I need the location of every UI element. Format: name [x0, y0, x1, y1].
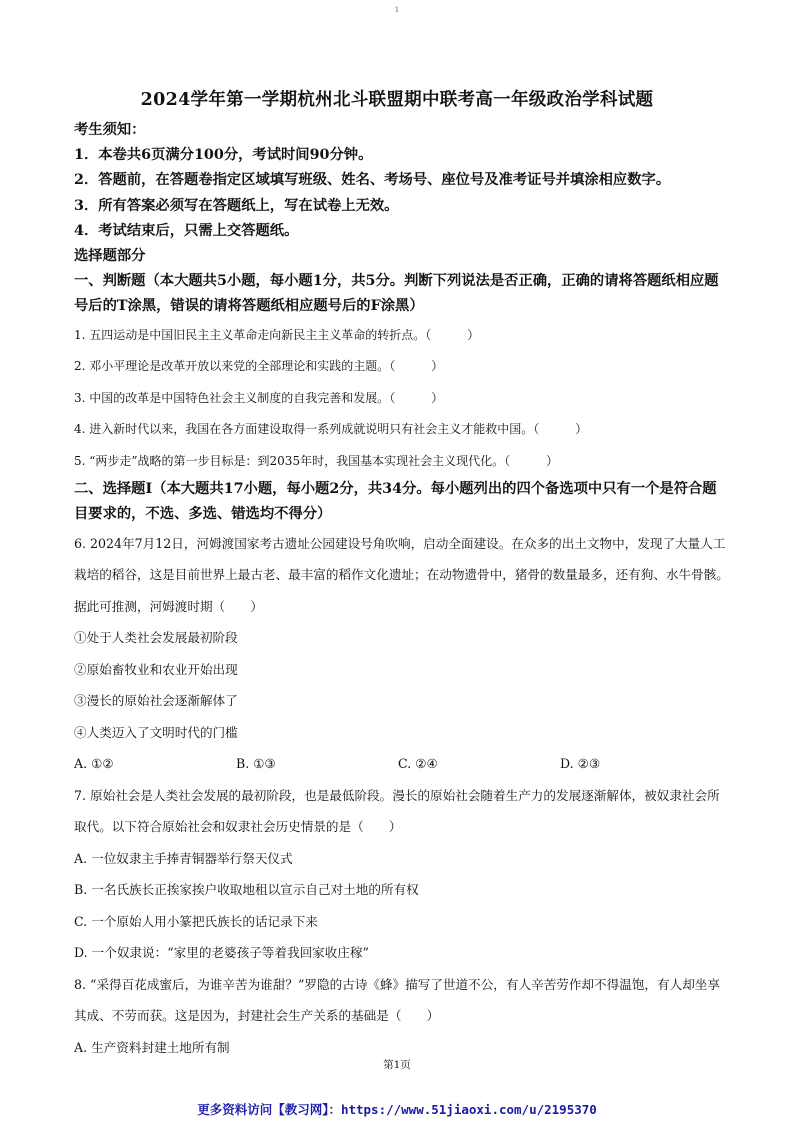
option-a: A. 一位奴隶主手捧青铜器举行祭天仪式: [74, 850, 293, 866]
option-c: C. ②④: [398, 756, 438, 772]
judge-question-3: 3. 中国的改革是中国特色社会主义制度的自我完善和发展。（ ）: [74, 390, 444, 405]
page-title: 2024学年第一学期杭州北斗联盟期中联考高一年级政治学科试题: [140, 90, 654, 110]
judge-question-2: 2. 邓小平理论是改革开放以来党的全部理论和实践的主题。（ ）: [74, 359, 444, 374]
notice-heading: 考生须知：: [74, 122, 146, 138]
question-8-stem: 8. “采得百花成蜜后，为谁辛苦为谁甜？”罗隐的古诗《蜂》描写了世道不公，有人辛苦劳作却不得温饱，有人却坐享其成、不劳而获。这是因为，封建社会生产关系的基础是（ ）: [74, 976, 720, 1024]
option-a: A. ①②: [74, 756, 114, 772]
judge-question-1: 1. 五四运动是中国旧民主主义革命走向新民主主义革命的转折点。（ ）: [74, 327, 480, 342]
question-6-item: ③漫长的原始社会逐渐解体了: [74, 693, 238, 709]
part2-heading: 二、选择题Ⅰ（本大题共17小题，每小题2分，共34分。每小题列出的四个备选项中只有一个是符合题目要求的，不选、多选、错选均不得分）: [74, 481, 717, 523]
exam-content: [74, 118, 730, 1063]
judge-question-5: 5. “两步走”战略的第一步目标是：到2035年时，我国基本实现社会主义现代化。（ ）: [74, 453, 559, 468]
question-6-stem: 6. 2024年7月12日，河姆渡国家考古遗址公园建设号角吹响，启动全面建设。在众多的出土文物中，发现了大量人工栽培的稻谷，这是目前世界上最古老、最丰富的稻作文化遗址；在动物遗骨中，猪骨的数量最多，还有狗、水牛骨骸。据此可推测，河姆渡时期（ ）: [74, 535, 729, 614]
question-6-item: ①处于人类社会发展最初阶段: [74, 630, 238, 646]
option-d: D. 一个奴隶说：“家里的老婆孩子等着我回家收庄稼”: [74, 945, 369, 961]
option-c: C. 一个原始人用小篆把氏族长的话记录下来: [74, 913, 318, 929]
question-7-stem: 7. 原始社会是人类社会发展的最初阶段，也是最低阶段。漫长的原始社会随着生产力的发展逐渐解体，被奴隶社会所取代。以下符合原始社会和奴隶社会历史情景的是（ ）: [74, 787, 720, 835]
part1-heading: 一、判断题（本大题共5小题，每小题1分，共5分。判断下列说法是否正确，正确的请将答题纸相应题号后的T涂黑，错误的请将答题纸相应题号后的F涂黑）: [74, 273, 719, 315]
question-6-item: ②原始畜牧业和农业开始出现: [74, 661, 238, 677]
notice-item: 4．考试结束后，只需上交答题纸。: [74, 222, 299, 239]
option-d: D. ②③: [560, 756, 601, 772]
page-number: 第1页: [383, 1059, 411, 1071]
notice-item: 2．答题前，在答题卷指定区域填写班级、姓名、考场号、座位号及准考证号并填涂相应数字。: [74, 172, 671, 189]
question-6-item: ④人类迈入了文明时代的门槛: [74, 724, 238, 740]
header-mark: 1: [394, 6, 400, 14]
notice-item: 1．本卷共6页满分100分，考试时间90分钟。: [74, 147, 373, 164]
option-b: B. 一名氏族长正挨家挨户收取地租以宣示自己对土地的所有权: [74, 882, 419, 898]
judge-question-4: 4. 进入新时代以来，我国在各方面建设取得一系列成就说明只有社会主义才能救中国。（ ）: [74, 422, 588, 437]
option-a: A. 生产资料封建土地所有制: [74, 1039, 230, 1055]
question-6-options: [74, 748, 730, 780]
notice-item: 3．所有答案必须写在答题纸上，写在试卷上无效。: [74, 197, 399, 214]
footer-link[interactable]: 更多资料访问【教习网】：https://www.51jiaoxi.com/u/2195370: [197, 1102, 597, 1117]
option-b: B. ①③: [236, 756, 276, 772]
section-label: 选择题部分: [74, 248, 146, 265]
